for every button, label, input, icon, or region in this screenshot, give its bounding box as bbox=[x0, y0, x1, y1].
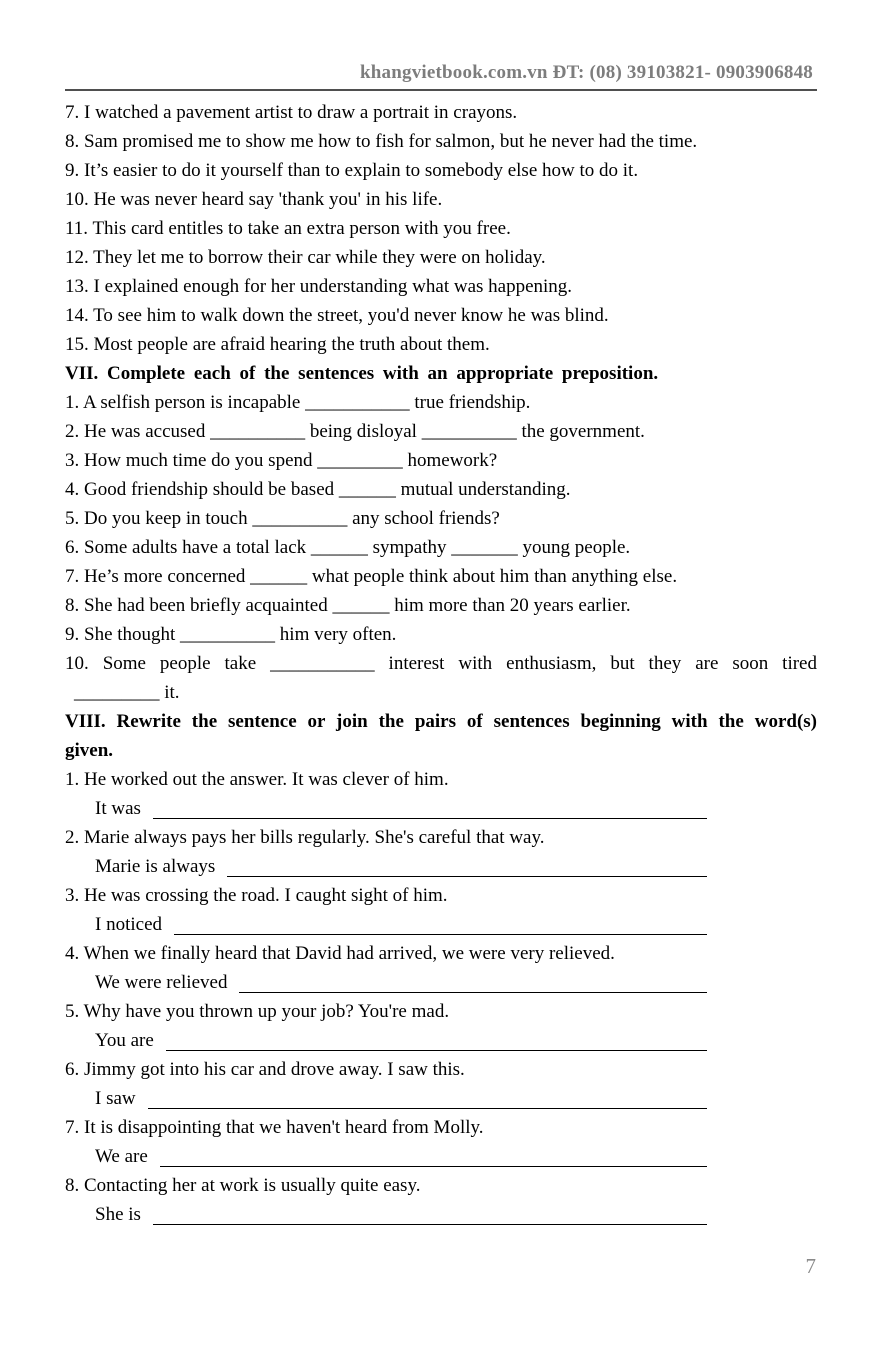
site-info-text: khangvietbook.com.vn ĐT: (08) 39103821- 0903906848 bbox=[360, 62, 813, 83]
rewrite-answer-row bbox=[95, 1142, 707, 1171]
infinitive-sentence-item bbox=[65, 301, 817, 330]
infinitive-sentence-item-line: 13. I explained enough for her understanding what was happening. bbox=[65, 276, 573, 297]
preposition-sentence-item bbox=[65, 504, 817, 533]
infinitive-sentence-item-line: 7. I watched a pavement artist to draw a portrait in crayons. bbox=[65, 102, 518, 123]
rewrite-answer-row bbox=[95, 968, 707, 997]
preposition-sentence-item-line: 9. She thought __________ him very often. bbox=[65, 624, 397, 645]
section-viii-heading-line1: VIII. Rewrite the sentence or join the pairs of sentences beginning with the word(s) bbox=[65, 711, 817, 732]
rewrite-answer-row bbox=[95, 1200, 707, 1229]
preposition-sentence-item-line: 2. He was accused __________ being disloyal __________ the government. bbox=[65, 421, 645, 442]
rewrite-source-sentence: 1. He worked out the answer. It was clever of him. bbox=[65, 769, 449, 790]
rewrite-source-sentence: 5. Why have you thrown up your job? You're mad. bbox=[65, 1001, 450, 1022]
rewrite-answer-prompt: I noticed bbox=[95, 914, 163, 935]
infinitive-sentence-item bbox=[65, 330, 817, 359]
rewrite-answer-blank-line bbox=[148, 1084, 707, 1109]
rewrite-source-sentence: 3. He was crossing the road. I caught sight of him. bbox=[65, 885, 448, 906]
rewrite-answer-blank-line bbox=[174, 910, 707, 935]
rewrite-item bbox=[65, 939, 817, 997]
preposition-sentence-item-line: 6. Some adults have a total lack ______ sympathy _______ young people. bbox=[65, 537, 631, 558]
page-header bbox=[65, 60, 817, 91]
rewrite-answer-prompt: You are bbox=[95, 1030, 154, 1051]
section-vii-heading: VII. Complete each of the sentences with an appropriate preposition. bbox=[65, 363, 659, 384]
rewrite-answer-prompt: We were relieved bbox=[95, 972, 228, 993]
infinitive-sentence-item bbox=[65, 98, 817, 127]
preposition-sentence-item-line: 10. Some people take ___________ interest with enthusiasm, but they are soon tired bbox=[65, 653, 817, 674]
preposition-sentence-item-line: 3. How much time do you spend _________ homework? bbox=[65, 450, 498, 471]
rewrite-answer-prompt: Marie is always bbox=[95, 856, 216, 877]
infinitive-sentence-item-line: 11. This card entitles to take an extra person with you free. bbox=[65, 218, 511, 239]
infinitive-sentence-item bbox=[65, 185, 817, 214]
rewrite-source-sentence: 2. Marie always pays her bills regularly. She's careful that way. bbox=[65, 827, 545, 848]
rewrite-item bbox=[65, 765, 817, 823]
rewrite-answer-blank-line bbox=[227, 852, 707, 877]
rewrite-answer-row bbox=[95, 1026, 707, 1055]
section-viii-heading-line2: given. bbox=[65, 740, 114, 761]
rewrite-answer-blank-line bbox=[239, 968, 707, 993]
rewrite-answer-prompt: It was bbox=[95, 798, 141, 819]
section-vii-list bbox=[65, 388, 817, 707]
infinitive-sentence-item bbox=[65, 272, 817, 301]
rewrite-answer-blank-line bbox=[153, 1200, 707, 1225]
infinitive-sentence-item-line: 12. They let me to borrow their car while they were on holiday. bbox=[65, 247, 546, 268]
infinitive-sentence-item-line: 14. To see him to walk down the street, you'd never know he was blind. bbox=[65, 305, 609, 326]
rewrite-item bbox=[65, 1055, 817, 1113]
preposition-sentence-item bbox=[65, 591, 817, 620]
page-content bbox=[65, 60, 817, 1229]
preposition-sentence-item-line: _________ it. bbox=[74, 682, 180, 703]
rewrite-answer-prompt: She is bbox=[95, 1204, 141, 1225]
preposition-sentence-item-line: 4. Good friendship should be based ______ mutual understanding. bbox=[65, 479, 571, 500]
page-number: 7 bbox=[805, 1254, 816, 1278]
infinitive-sentence-item-line: 15. Most people are afraid hearing the truth about them. bbox=[65, 334, 490, 355]
infinitive-sentence-item bbox=[65, 214, 817, 243]
preposition-sentence-item-line: 8. She had been briefly acquainted ______ him more than 20 years earlier. bbox=[65, 595, 631, 616]
preposition-sentence-item bbox=[65, 562, 817, 591]
preposition-sentence-item bbox=[65, 417, 817, 446]
rewrite-source-sentence: 6. Jimmy got into his car and drove away. I saw this. bbox=[65, 1059, 465, 1080]
rewrite-source-sentence: 7. It is disappointing that we haven't heard from Molly. bbox=[65, 1117, 484, 1138]
infinitive-sentence-item bbox=[65, 243, 817, 272]
infinitive-sentence-item-line: 9. It’s easier to do it yourself than to explain to somebody else how to do it. bbox=[65, 160, 639, 181]
rewrite-item bbox=[65, 1113, 817, 1171]
rewrite-answer-prompt: I saw bbox=[95, 1088, 136, 1109]
rewrite-source-sentence: 4. When we finally heard that David had arrived, we were very relieved. bbox=[65, 943, 615, 964]
preposition-sentence-item-line: 1. A selfish person is incapable ___________ true friendship. bbox=[65, 392, 531, 413]
rewrite-answer-prompt: We are bbox=[95, 1146, 148, 1167]
infinitive-sentence-item-line: 10. He was never heard say 'thank you' in his life. bbox=[65, 189, 443, 210]
rewrite-answer-row bbox=[95, 852, 707, 881]
preposition-sentence-item bbox=[65, 533, 817, 562]
infinitive-sentence-item bbox=[65, 127, 817, 156]
preposition-sentence-item bbox=[65, 388, 817, 417]
preposition-sentence-item bbox=[65, 620, 817, 649]
rewrite-answer-blank-line bbox=[153, 794, 707, 819]
preposition-sentence-item bbox=[65, 649, 817, 707]
preposition-sentence-item-line: 5. Do you keep in touch __________ any school friends? bbox=[65, 508, 500, 529]
preposition-sentence-item-line: 7. He’s more concerned ______ what people think about him than anything else. bbox=[65, 566, 678, 587]
preposition-sentence-item bbox=[65, 475, 817, 504]
rewrite-item bbox=[65, 997, 817, 1055]
rewrite-answer-row bbox=[95, 910, 707, 939]
rewrite-answer-row bbox=[95, 794, 707, 823]
rewrite-item bbox=[65, 881, 817, 939]
exinitive-exercise-list bbox=[65, 98, 817, 359]
preposition-sentence-item bbox=[65, 446, 817, 475]
rewrite-answer-blank-line bbox=[166, 1026, 707, 1051]
rewrite-item bbox=[65, 823, 817, 881]
rewrite-answer-row bbox=[95, 1084, 707, 1113]
infinitive-sentence-item-line: 8. Sam promised me to show me how to fish for salmon, but he never had the time. bbox=[65, 131, 698, 152]
section-viii-list bbox=[65, 765, 817, 1229]
rewrite-item bbox=[65, 1171, 817, 1229]
infinitive-sentence-item bbox=[65, 156, 817, 185]
rewrite-answer-blank-line bbox=[160, 1142, 707, 1167]
rewrite-source-sentence: 8. Contacting her at work is usually quite easy. bbox=[65, 1175, 421, 1196]
